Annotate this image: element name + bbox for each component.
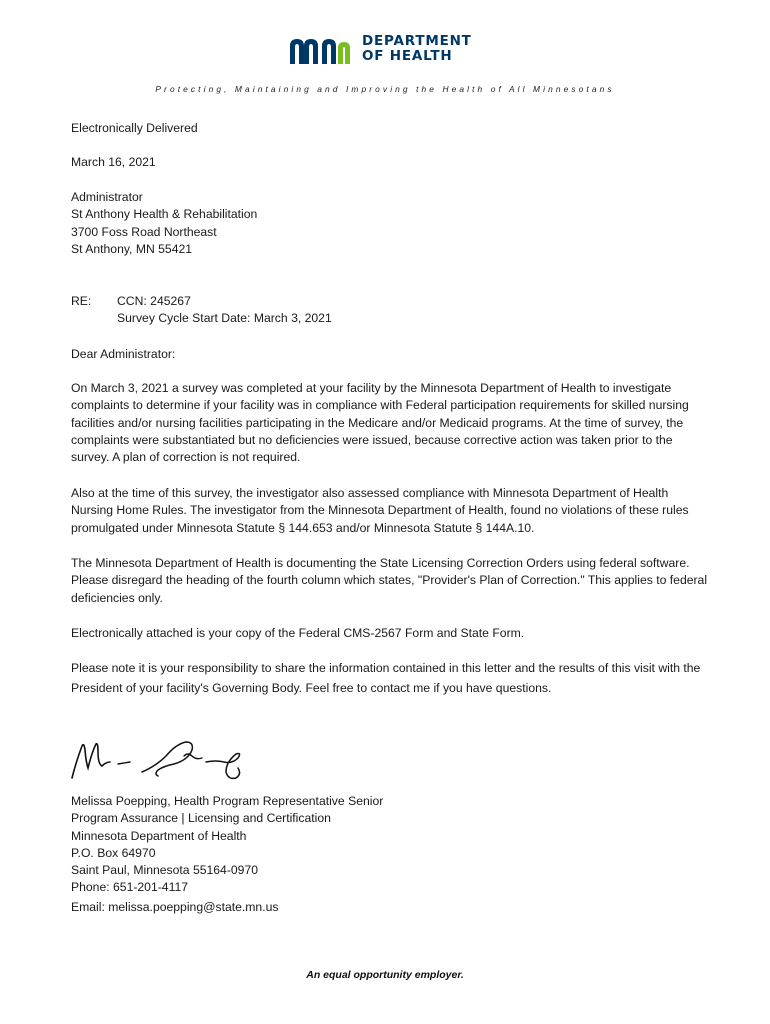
recipient-line: St Anthony Health & Rehabilitation [71,207,258,222]
logo-line-2: OF HEALTH [362,48,453,64]
mn-logo-icon [288,36,358,66]
delivery-method: Electronically Delivered [71,121,198,135]
signer-org: Minnesota Department of Health [71,828,247,843]
re-ccn: CCN: 245267 [117,294,191,308]
letter-date: March 16, 2021 [71,155,156,169]
signature-block [71,793,383,897]
signer-email: Email: melissa.poepping@state.mn.us [71,900,279,914]
recipient-address [71,189,257,258]
handwritten-signature [66,732,266,792]
recipient-line: St Anthony, MN 55421 [71,241,193,256]
body-paragraph: On March 3, 2021 a survey was completed at your facility by the Minnesota Department of Health to investigate complaints to determine if your facility was in compliance with Federal participation requirements for skilled nursing facilities and/or nursing facilities participating in the Medicare and/or Medicaid programs. At the time of survey, the complaints were substantiated but no deficiencies were issued, because corrective action was taken prior to the survey. A plan of correction is not required. [71,381,689,465]
signer-city: Saint Paul, Minnesota 55164-0970 [71,863,259,878]
signer-phone: Phone: 651-201-4117 [71,880,189,895]
re-label: RE: [71,294,92,308]
recipient-line: 3700 Foss Road Northeast [71,224,217,239]
recipient-line: Administrator [71,190,143,204]
logo-wordmark [362,34,472,64]
mdh-logo [288,34,488,68]
signer-unit: Program Assurance | Licensing and Certification [71,811,331,826]
logo-line-1: DEPARTMENT [362,33,472,49]
re-subject [117,293,332,328]
signer-name: Melissa Poepping, Health Program Representative Senior [71,794,384,808]
body-paragraph: The Minnesota Department of Health is documenting the State Licensing Correction Orders using federal software. Please disregard the heading of the fourth column which states, "Provider's Plan of Correction." This applies to federal deficiencies only. [71,556,708,605]
signer-po-box: P.O. Box 64970 [71,845,156,860]
footer-note: An equal opportunity employer. [306,969,464,981]
salutation: Dear Administrator: [71,347,176,361]
re-survey-date: Survey Cycle Start Date: March 3, 2021 [117,311,332,326]
body-paragraph: Also at the time of this survey, the investigator also assessed compliance with Minnesota Department of Health Nursing Home Rules. The investigator from the Minnesota Department of Health, found no violations of these rules promulgated under Minnesota Statute § 144.653 and/or Minnesota Statute § 144A.10. [71,486,689,535]
body-paragraph: Electronically attached is your copy of the Federal CMS-2567 Form and State Form. [71,626,525,640]
tagline: Protecting, Maintaining and Improving the Health of All Minnesotans [155,84,615,94]
body-paragraph: Please note it is your responsibility to share the information contained in this letter and the results of this visit with the President of your facility's Governing Body. Feel free to contact me if you have questions. [71,661,701,695]
